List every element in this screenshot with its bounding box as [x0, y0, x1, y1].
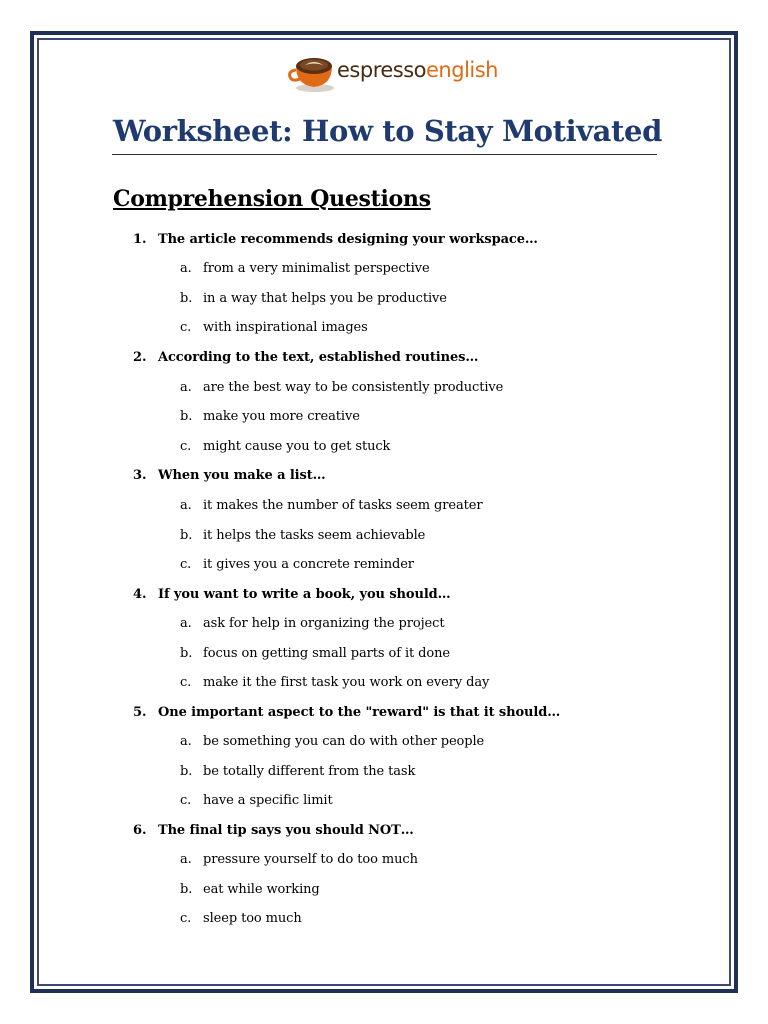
- question-4-option-a: [180, 616, 444, 631]
- espresso-english-logo: [287, 50, 498, 94]
- question-text: According to the text, established routines…: [158, 350, 479, 365]
- question-text: If you want to write a book, you should…: [158, 587, 451, 602]
- option-text: have a specific limit: [203, 793, 333, 808]
- option-text: with inspirational images: [203, 320, 368, 335]
- option-letter: b.: [180, 291, 193, 306]
- question-2-option-b: [180, 409, 360, 424]
- option-letter: b.: [180, 528, 193, 543]
- question-1-option-a: [180, 261, 430, 276]
- question-3-option-a: [180, 498, 482, 513]
- question-text: The final tip says you should NOT…: [158, 823, 414, 838]
- option-text: are the best way to be consistently productive: [203, 380, 504, 395]
- question-number: 2.: [133, 350, 147, 365]
- option-text: make you more creative: [203, 409, 360, 424]
- question-2-option-a: [180, 380, 503, 395]
- option-text: make it the first task you work on every day: [203, 675, 490, 690]
- option-text: be totally different from the task: [203, 764, 416, 779]
- option-text: be something you can do with other people: [203, 734, 485, 749]
- option-letter: a.: [180, 498, 192, 513]
- option-letter: a.: [180, 261, 192, 276]
- option-text: sleep too much: [203, 911, 302, 926]
- option-text: from a very minimalist perspective: [203, 261, 430, 276]
- option-text: pressure yourself to do too much: [203, 852, 418, 867]
- question-3-option-b: [180, 528, 425, 543]
- option-text: eat while working: [203, 882, 320, 897]
- option-text: focus on getting small parts of it done: [203, 646, 450, 661]
- question-1-option-c: [180, 320, 368, 335]
- option-letter: a.: [180, 852, 192, 867]
- question-text: One important aspect to the "reward" is that it should…: [158, 705, 561, 720]
- question-number: 4.: [133, 587, 147, 602]
- logo-word-english: english: [426, 58, 498, 82]
- option-letter: b.: [180, 409, 193, 424]
- question-6: [133, 823, 414, 838]
- option-letter: c.: [180, 793, 192, 808]
- question-text: When you make a list…: [158, 468, 326, 483]
- logo-word-espresso: espresso: [337, 58, 427, 82]
- question-1-option-b: [180, 291, 447, 306]
- question-4: [133, 587, 451, 602]
- option-letter: c.: [180, 320, 192, 335]
- question-number: 3.: [133, 468, 147, 483]
- option-letter: b.: [180, 882, 193, 897]
- option-text: it helps the tasks seem achievable: [203, 528, 426, 543]
- question-number: 5.: [133, 705, 147, 720]
- question-5: [133, 705, 560, 720]
- question-5-option-b: [180, 764, 415, 779]
- option-letter: a.: [180, 616, 192, 631]
- question-number: 6.: [133, 823, 147, 838]
- option-text: it makes the number of tasks seem greater: [203, 498, 483, 513]
- option-letter: b.: [180, 764, 193, 779]
- question-6-option-a: [180, 852, 418, 867]
- option-letter: a.: [180, 380, 192, 395]
- question-5-option-c: [180, 793, 333, 808]
- question-2: [133, 350, 478, 365]
- question-5-option-a: [180, 734, 484, 749]
- question-4-option-b: [180, 646, 450, 661]
- title-underline-rule: [112, 154, 657, 155]
- option-text: in a way that helps you be productive: [203, 291, 447, 306]
- coffee-cup-icon: [287, 50, 335, 94]
- logo-wordmark: [337, 58, 498, 82]
- page-title: Worksheet: How to Stay Motivated: [113, 114, 662, 148]
- question-4-option-c: [180, 675, 489, 690]
- option-text: might cause you to get stuck: [203, 439, 391, 454]
- option-letter: c.: [180, 439, 192, 454]
- option-letter: c.: [180, 557, 192, 572]
- option-letter: a.: [180, 734, 192, 749]
- question-3-option-c: [180, 557, 414, 572]
- question-text: The article recommends designing your workspace…: [158, 232, 538, 247]
- question-3: [133, 468, 326, 483]
- question-1: [133, 232, 538, 247]
- option-text: ask for help in organizing the project: [203, 616, 445, 631]
- option-letter: c.: [180, 675, 192, 690]
- section-heading: Comprehension Questions: [113, 186, 431, 212]
- option-letter: c.: [180, 911, 192, 926]
- question-2-option-c: [180, 439, 390, 454]
- question-6-option-b: [180, 882, 320, 897]
- question-number: 1.: [133, 232, 147, 247]
- option-text: it gives you a concrete reminder: [203, 557, 414, 572]
- question-6-option-c: [180, 911, 302, 926]
- option-letter: b.: [180, 646, 193, 661]
